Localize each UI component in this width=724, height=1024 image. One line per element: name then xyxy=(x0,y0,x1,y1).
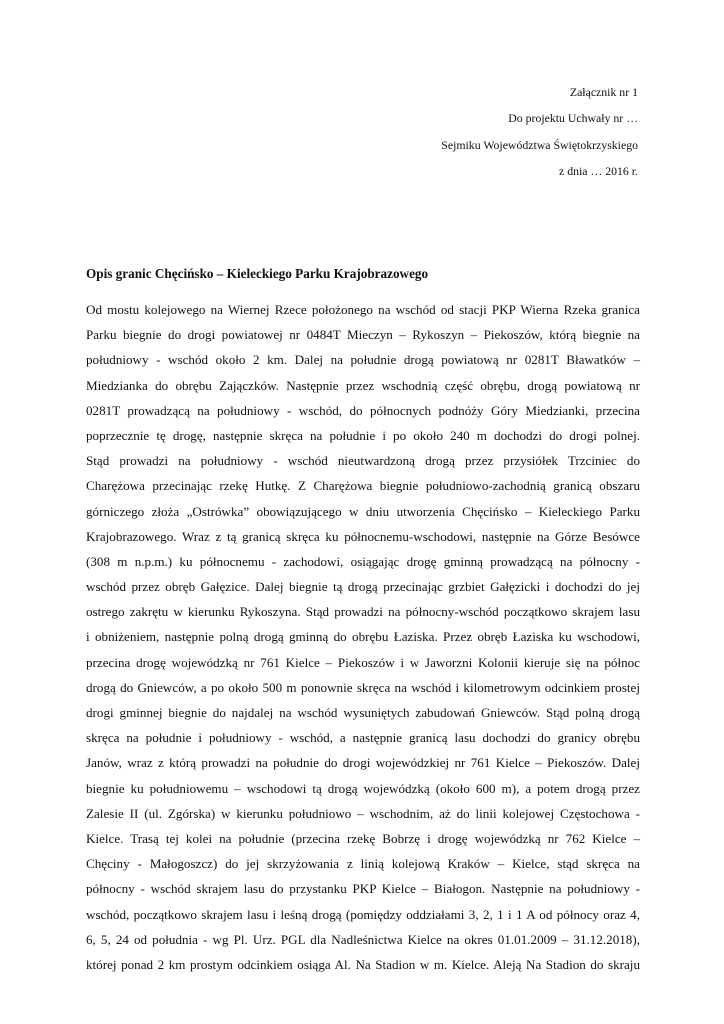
body-line: południowy - wschód około 2 km. Dalej na południe drogą powiatową nr 0281T Bławatków – xyxy=(86,352,640,368)
body-line: Od mostu kolejowego na Wiernej Rzece położonego na wschód od stacji PKP Wierna Rzeka granica xyxy=(86,302,640,317)
body-line: wschód, początkowo skrajem lasu i leśną drogą (pomiędzy oddziałami 3, 2, 1 i 1 A od północy oraz 4, xyxy=(86,906,640,922)
body-line: i obniżeniem, następnie polną drogą gminną do obrębu Łaziska. Przez obręb Łaziska ku wschodowi, xyxy=(86,629,640,645)
header-attachment-number: Załącznik nr 1 xyxy=(569,85,638,99)
body-line: górniczego złoża „Ostrówka” obowiązującego w dniu utworzenia Chęcińsko – Kieleckiego Parku xyxy=(86,503,640,519)
body-line: (308 m n.p.m.) ku północnemu - zachodowi, osiągając drogę gminną prowadzącą na północny - xyxy=(86,553,640,569)
body-line: północny - wschód skrajem lasu do przystanku PKP Kielce – Białogon. Następnie na południowy - xyxy=(86,881,640,897)
body-line: poprzecznie tę drogę, następnie skręca na południe i po około 240 m dochodzi do drogi polnej. xyxy=(86,427,640,443)
boundary-description xyxy=(86,297,640,977)
body-line: biegnie ku południowemu – wschodowi tą drogą wojewódzką (około 600 m), a potem drogą przez xyxy=(86,780,640,796)
body-line: Chęciny - Małogoszcz) do jej skrzyżowania z linią kolejową Kraków – Kielce, stąd skręca na xyxy=(86,856,640,872)
body-line: Charężowa przecinając rzekę Hutkę. Z Charężowa biegnie południowo-zachodnią granicą obszaru xyxy=(86,478,640,494)
body-line: wschód przez obręb Gałęzice. Dalej biegnie tą drogą przecinając grzbiet Gałęzicki i dochodzi do jej xyxy=(86,579,640,595)
body-line: której ponad 2 km prostym odcinkiem osiąga Al. Na Stadion w m. Kielce. Aleją Na Stadion do skraju xyxy=(86,956,640,972)
header-draft-resolution: Do projektu Uchwały nr … xyxy=(508,111,638,126)
body-line: Parku biegnie do drogi powiatowej nr 0484T Mieczyn – Rykoszyn – Piekoszów, którą biegnie na xyxy=(86,327,640,343)
body-line: przecina drogę wojewódzką nr 761 Kielce – Piekoszów i w Jaworzni Kolonii kieruje się na północ xyxy=(86,654,640,670)
body-line: Zalesie II (ul. Zgórska) w kierunku południowo – wschodnim, aż do linii kolejowej Częstochowa - xyxy=(86,805,640,821)
document-title: Opis granic Chęcińsko – Kieleckiego Parku Krajobrazowego xyxy=(86,266,429,281)
header-date: z dnia … 2016 r. xyxy=(559,164,638,179)
attachment-header xyxy=(441,79,638,185)
body-line: Miedzianka do obrębu Zajączków. Następnie przez wschodnią część obrębu, drogą powiatową nr xyxy=(86,377,640,393)
body-line: 6, 5, 24 od południa - wg Pl. Urz. PGL dla Nadleśnictwa Kielce na okres 01.01.2009 – 31.12.2018), xyxy=(86,931,640,947)
body-line: Janów, wraz z którą prowadzi na południe do drogi wojewódzkiej nr 761 Kielce – Piekoszów. Dalej xyxy=(86,755,640,771)
body-line: ostrego zakrętu w kierunku Rykoszyna. Stąd prowadzi na północny-wschód początkowo skrajem lasu xyxy=(86,604,640,620)
body-line: 0281T prowadzącą na południowy - wschód, do północnych podnóży Góry Miedzianki, przecina xyxy=(86,402,640,418)
body-line: Kielce. Trasą tej kolei na południe (przecina rzekę Bobrzę i drogę wojewódzką nr 762 Kielce – xyxy=(86,830,640,846)
header-assembly: Sejmiku Województwa Świętokrzyskiego xyxy=(441,137,638,152)
body-line: skręca na południe i południowy - wschód, a następnie granicą lasu dochodzi do granicy obrębu xyxy=(86,730,640,746)
body-line: Krajobrazowego. Wraz z tą granicą skręca ku północnemu-wschodowi, następnie na Górze Besówce xyxy=(86,528,640,544)
body-line: Stąd prowadzi na południowy - wschód nieutwardzoną drogą przez przysiółek Trzciniec do xyxy=(86,453,640,469)
body-line: drogi gminnej biegnie do najdalej na wschód wysuniętych zabudowań Gniewców. Stąd polną drogą xyxy=(86,705,640,720)
body-line: drogą do Gniewców, a po około 500 m ponownie skręca na wschód i kilometrowym odcinkiem prostej xyxy=(86,679,640,695)
